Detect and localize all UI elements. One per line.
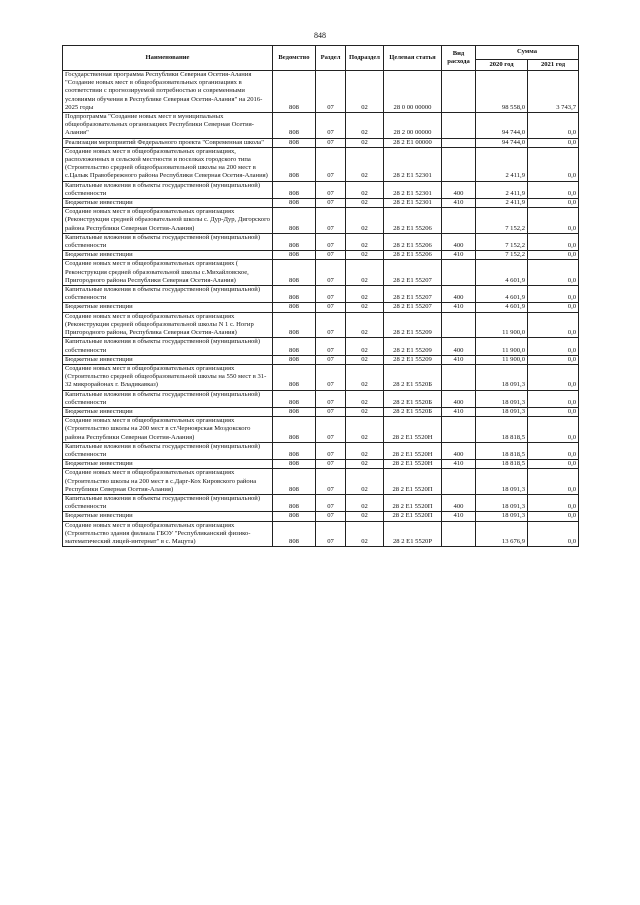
cell-sum-2021: 0,0 — [528, 442, 579, 459]
cell-dept: 808 — [273, 338, 316, 355]
cell-name: Создание новых мест в общеобразовательных организациях (Строительство школы на 200 мест в с.Дарг-Кох Кировского района Республики Северная Осетия-Алания) — [63, 469, 273, 495]
table-row — [63, 113, 579, 139]
cell-dept: 808 — [273, 390, 316, 407]
table-row — [63, 469, 579, 495]
table-row — [63, 312, 579, 338]
cell-dept: 808 — [273, 364, 316, 390]
cell-subsection: 02 — [346, 469, 384, 495]
cell-sum-2020: 18 818,5 — [476, 442, 528, 459]
cell-section: 07 — [316, 251, 346, 260]
cell-name: Капитальные вложения в объекты государственной (муниципальной) собственности — [63, 442, 273, 459]
cell-sum-2021: 0,0 — [528, 233, 579, 250]
cell-target: 28 2 E1 5520Н — [384, 442, 442, 459]
header-expense-type: Вид расхода — [442, 46, 476, 71]
cell-section: 07 — [316, 469, 346, 495]
cell-section: 07 — [316, 494, 346, 511]
cell-sum-2021: 0,0 — [528, 512, 579, 521]
cell-section: 07 — [316, 147, 346, 181]
cell-dept: 808 — [273, 138, 316, 147]
cell-section: 07 — [316, 417, 346, 443]
cell-expense-type — [442, 364, 476, 390]
table-row — [63, 460, 579, 469]
cell-dept: 808 — [273, 303, 316, 312]
cell-subsection: 02 — [346, 460, 384, 469]
cell-sum-2020: 4 601,9 — [476, 303, 528, 312]
cell-subsection: 02 — [346, 181, 384, 198]
cell-sum-2020: 18 091,3 — [476, 407, 528, 416]
cell-sum-2020: 18 091,3 — [476, 364, 528, 390]
cell-target: 28 2 E1 52301 — [384, 147, 442, 181]
cell-sum-2020: 11 900,0 — [476, 312, 528, 338]
cell-target: 28 2 E1 5520Р — [384, 521, 442, 547]
cell-subsection: 02 — [346, 251, 384, 260]
cell-expense-type — [442, 260, 476, 286]
cell-dept: 808 — [273, 312, 316, 338]
cell-dept: 808 — [273, 251, 316, 260]
cell-sum-2021: 0,0 — [528, 469, 579, 495]
cell-subsection: 02 — [346, 355, 384, 364]
cell-target: 28 2 E1 55206 — [384, 233, 442, 250]
cell-name: Создание новых мест в общеобразовательных организациях (Строительство здания филиала ГБОУ "Республиканский физико-математический лицей-интернат" в с. Мацута) — [63, 521, 273, 547]
cell-target: 28 2 E1 55209 — [384, 312, 442, 338]
cell-sum-2020: 2 411,9 — [476, 181, 528, 198]
cell-name: Реализация мероприятий Федерального проекта "Современная школа" — [63, 138, 273, 147]
cell-expense-type: 410 — [442, 199, 476, 208]
cell-dept: 808 — [273, 208, 316, 234]
cell-name: Бюджетные инвестиции — [63, 460, 273, 469]
cell-sum-2020: 11 900,0 — [476, 355, 528, 364]
table-row — [63, 303, 579, 312]
cell-expense-type: 410 — [442, 512, 476, 521]
cell-target: 28 0 00 00000 — [384, 71, 442, 113]
table-row — [63, 512, 579, 521]
cell-section: 07 — [316, 312, 346, 338]
cell-sum-2020: 2 411,9 — [476, 199, 528, 208]
cell-name: Бюджетные инвестиции — [63, 199, 273, 208]
cell-target: 28 2 E1 5520П — [384, 494, 442, 511]
cell-sum-2021: 0,0 — [528, 199, 579, 208]
header-section: Раздел — [316, 46, 346, 71]
cell-sum-2020: 4 601,9 — [476, 260, 528, 286]
cell-target: 28 2 00 00000 — [384, 113, 442, 139]
cell-sum-2020: 94 744,0 — [476, 138, 528, 147]
cell-subsection: 02 — [346, 71, 384, 113]
cell-target: 28 2 E1 5520Н — [384, 417, 442, 443]
cell-expense-type: 410 — [442, 251, 476, 260]
cell-subsection: 02 — [346, 364, 384, 390]
cell-section: 07 — [316, 460, 346, 469]
cell-dept: 808 — [273, 512, 316, 521]
cell-expense-type: 400 — [442, 494, 476, 511]
table-row — [63, 71, 579, 113]
cell-target: 28 2 E1 55206 — [384, 251, 442, 260]
cell-name: Бюджетные инвестиции — [63, 251, 273, 260]
cell-expense-type — [442, 521, 476, 547]
cell-subsection: 02 — [346, 138, 384, 147]
table-row — [63, 338, 579, 355]
cell-sum-2020: 94 744,0 — [476, 113, 528, 139]
cell-dept: 808 — [273, 260, 316, 286]
cell-target: 28 2 E1 55207 — [384, 260, 442, 286]
cell-name: Создание новых мест в общеобразовательных организациях (Строительство школы на 200 мест в ст.Черноярская Моздокского района Республики Северная Осетия-Алания) — [63, 417, 273, 443]
cell-sum-2021: 0,0 — [528, 390, 579, 407]
cell-expense-type — [442, 138, 476, 147]
table-row — [63, 390, 579, 407]
cell-sum-2021: 0,0 — [528, 147, 579, 181]
cell-sum-2020: 98 558,0 — [476, 71, 528, 113]
cell-section: 07 — [316, 71, 346, 113]
cell-dept: 808 — [273, 460, 316, 469]
cell-section: 07 — [316, 199, 346, 208]
cell-sum-2021: 0,0 — [528, 364, 579, 390]
table-row — [63, 251, 579, 260]
cell-name: Создание новых мест в общеобразовательных организациях (Реконструкция средней образовательной школы с. Дур-Дур, Дигорского района Республики Северная Осетия-Алания) — [63, 208, 273, 234]
cell-target: 28 2 E1 55209 — [384, 338, 442, 355]
cell-subsection: 02 — [346, 303, 384, 312]
header-sum: Сумма — [476, 46, 579, 60]
cell-sum-2021: 0,0 — [528, 338, 579, 355]
cell-subsection: 02 — [346, 521, 384, 547]
cell-subsection: 02 — [346, 338, 384, 355]
cell-sum-2021: 0,0 — [528, 494, 579, 511]
table-row — [63, 138, 579, 147]
header-target: Целевая статья — [384, 46, 442, 71]
cell-sum-2021: 0,0 — [528, 208, 579, 234]
cell-dept: 808 — [273, 147, 316, 181]
table-row — [63, 364, 579, 390]
cell-expense-type: 400 — [442, 338, 476, 355]
cell-expense-type — [442, 147, 476, 181]
cell-sum-2020: 18 091,3 — [476, 494, 528, 511]
table-row — [63, 407, 579, 416]
cell-section: 07 — [316, 338, 346, 355]
cell-sum-2021: 0,0 — [528, 251, 579, 260]
cell-target: 28 2 E1 55207 — [384, 286, 442, 303]
cell-section: 07 — [316, 303, 346, 312]
cell-dept: 808 — [273, 113, 316, 139]
cell-target: 28 2 E1 5520Б — [384, 407, 442, 416]
cell-dept: 808 — [273, 442, 316, 459]
cell-name: Создание новых мест в общеобразовательных организациях, расположенных в сельской местности и поселках городского типа (Строительство средней общеобразовательной школы на 200 мест в с.Цалык Правобережного района Республики Северная Осетия-Алания) — [63, 147, 273, 181]
cell-subsection: 02 — [346, 286, 384, 303]
cell-expense-type — [442, 469, 476, 495]
table-row — [63, 233, 579, 250]
cell-expense-type: 410 — [442, 460, 476, 469]
table-row — [63, 181, 579, 198]
cell-sum-2020: 7 152,2 — [476, 208, 528, 234]
cell-sum-2020: 2 411,9 — [476, 147, 528, 181]
cell-section: 07 — [316, 512, 346, 521]
page-number: 848 — [314, 31, 326, 40]
cell-dept: 808 — [273, 417, 316, 443]
table-row — [63, 355, 579, 364]
cell-target: 28 2 E1 5520Н — [384, 460, 442, 469]
cell-sum-2020: 18 818,5 — [476, 460, 528, 469]
cell-name: Подпрограмма "Создание новых мест в муниципальных общеобразовательных организациях Республики Северная Осетия-Алания" — [63, 113, 273, 139]
cell-sum-2020: 4 601,9 — [476, 286, 528, 303]
cell-section: 07 — [316, 260, 346, 286]
cell-expense-type: 400 — [442, 390, 476, 407]
cell-expense-type: 410 — [442, 355, 476, 364]
cell-name: Бюджетные инвестиции — [63, 407, 273, 416]
cell-sum-2021: 3 743,7 — [528, 71, 579, 113]
cell-section: 07 — [316, 233, 346, 250]
cell-expense-type — [442, 417, 476, 443]
cell-sum-2021: 0,0 — [528, 312, 579, 338]
cell-sum-2020: 18 091,3 — [476, 469, 528, 495]
cell-dept: 808 — [273, 199, 316, 208]
cell-target: 28 2 E1 5520П — [384, 512, 442, 521]
cell-target: 28 2 E1 52301 — [384, 181, 442, 198]
budget-table — [62, 45, 579, 547]
cell-name: Капитальные вложения в объекты государственной (муниципальной) собственности — [63, 286, 273, 303]
cell-dept: 808 — [273, 521, 316, 547]
cell-dept: 808 — [273, 407, 316, 416]
cell-name: Создание новых мест в общеобразовательных организациях (Реконструкция средней общеобразовательной школы N 1 с. Ногир Пригородного района, Республика Северная Осетия-Алания) — [63, 312, 273, 338]
cell-section: 07 — [316, 390, 346, 407]
cell-dept: 808 — [273, 494, 316, 511]
cell-sum-2020: 18 091,3 — [476, 512, 528, 521]
cell-expense-type: 400 — [442, 233, 476, 250]
cell-name: Бюджетные инвестиции — [63, 512, 273, 521]
cell-expense-type: 400 — [442, 442, 476, 459]
cell-subsection: 02 — [346, 208, 384, 234]
cell-target: 28 2 E1 5520Б — [384, 390, 442, 407]
cell-name: Капитальные вложения в объекты государственной (муниципальной) собственности — [63, 338, 273, 355]
cell-subsection: 02 — [346, 312, 384, 338]
cell-name: Капитальные вложения в объекты государственной (муниципальной) собственности — [63, 181, 273, 198]
cell-dept: 808 — [273, 355, 316, 364]
header-name: Наименование — [63, 46, 273, 71]
cell-expense-type — [442, 113, 476, 139]
table-row — [63, 417, 579, 443]
cell-sum-2020: 11 900,0 — [476, 338, 528, 355]
cell-name: Капитальные вложения в объекты государственной (муниципальной) собственности — [63, 390, 273, 407]
cell-sum-2021: 0,0 — [528, 355, 579, 364]
cell-subsection: 02 — [346, 113, 384, 139]
cell-name: Капитальные вложения в объекты государственной (муниципальной) собственности — [63, 494, 273, 511]
cell-subsection: 02 — [346, 407, 384, 416]
cell-target: 28 2 E1 55207 — [384, 303, 442, 312]
cell-name: Создание новых мест в общеобразовательных организациях (Строительство средней общеобразовательной школы на 550 мест в 31-32 микрорайонах г. Владикавказ) — [63, 364, 273, 390]
cell-expense-type: 410 — [442, 303, 476, 312]
cell-sum-2021: 0,0 — [528, 260, 579, 286]
cell-section: 07 — [316, 355, 346, 364]
cell-sum-2021: 0,0 — [528, 138, 579, 147]
cell-subsection: 02 — [346, 147, 384, 181]
cell-section: 07 — [316, 364, 346, 390]
cell-subsection: 02 — [346, 233, 384, 250]
cell-expense-type — [442, 208, 476, 234]
table-row — [63, 147, 579, 181]
cell-sum-2021: 0,0 — [528, 460, 579, 469]
table-row — [63, 286, 579, 303]
cell-sum-2020: 7 152,2 — [476, 233, 528, 250]
cell-name: Капитальные вложения в объекты государственной (муниципальной) собственности — [63, 233, 273, 250]
cell-sum-2021: 0,0 — [528, 181, 579, 198]
cell-target: 28 2 E1 5520Б — [384, 364, 442, 390]
cell-target: 28 2 E1 55206 — [384, 208, 442, 234]
cell-name: Создание новых мест в общеобразовательных организациях ( Реконструкция средней образовательной школы с.Михайловское, Пригородного района Республики Северная Осетия-Алания) — [63, 260, 273, 286]
cell-dept: 808 — [273, 286, 316, 303]
cell-target: 28 2 E1 00000 — [384, 138, 442, 147]
cell-target: 28 2 E1 5520П — [384, 469, 442, 495]
cell-sum-2021: 0,0 — [528, 113, 579, 139]
table-row — [63, 494, 579, 511]
cell-subsection: 02 — [346, 494, 384, 511]
cell-subsection: 02 — [346, 199, 384, 208]
cell-subsection: 02 — [346, 417, 384, 443]
cell-expense-type: 400 — [442, 286, 476, 303]
cell-section: 07 — [316, 442, 346, 459]
table-row — [63, 199, 579, 208]
cell-expense-type — [442, 312, 476, 338]
cell-subsection: 02 — [346, 390, 384, 407]
cell-expense-type — [442, 71, 476, 113]
table-row — [63, 208, 579, 234]
cell-name: Бюджетные инвестиции — [63, 303, 273, 312]
header-row — [63, 46, 579, 60]
table-body — [63, 71, 579, 547]
cell-dept: 808 — [273, 233, 316, 250]
header-year-2020: 2020 год — [476, 60, 528, 71]
table-row — [63, 442, 579, 459]
cell-dept: 808 — [273, 71, 316, 113]
cell-sum-2021: 0,0 — [528, 303, 579, 312]
cell-sum-2020: 18 818,5 — [476, 417, 528, 443]
cell-sum-2021: 0,0 — [528, 521, 579, 547]
cell-sum-2020: 7 152,2 — [476, 251, 528, 260]
cell-section: 07 — [316, 286, 346, 303]
cell-subsection: 02 — [346, 512, 384, 521]
cell-section: 07 — [316, 208, 346, 234]
cell-subsection: 02 — [346, 442, 384, 459]
cell-sum-2021: 0,0 — [528, 407, 579, 416]
cell-name: Государственная программа Республики Северная Осетия-Алания "Создание новых мест в общеобразовательных организациях в соответствии с прогнозируемой потребностью и современными условиями обучения в Республике Северная Осетия-Алания" на 2016-2025 годы — [63, 71, 273, 113]
cell-section: 07 — [316, 181, 346, 198]
cell-expense-type: 400 — [442, 181, 476, 198]
cell-sum-2021: 0,0 — [528, 417, 579, 443]
cell-dept: 808 — [273, 469, 316, 495]
cell-target: 28 2 E1 52301 — [384, 199, 442, 208]
cell-sum-2020: 13 676,9 — [476, 521, 528, 547]
cell-section: 07 — [316, 138, 346, 147]
header-dept: Ведомство — [273, 46, 316, 71]
cell-sum-2020: 18 091,3 — [476, 390, 528, 407]
header-year-2021: 2021 год — [528, 60, 579, 71]
cell-target: 28 2 E1 55209 — [384, 355, 442, 364]
header-subsection: Подраздел — [346, 46, 384, 71]
cell-section: 07 — [316, 113, 346, 139]
cell-subsection: 02 — [346, 260, 384, 286]
cell-sum-2021: 0,0 — [528, 286, 579, 303]
cell-dept: 808 — [273, 181, 316, 198]
cell-section: 07 — [316, 521, 346, 547]
table-row — [63, 260, 579, 286]
cell-expense-type: 410 — [442, 407, 476, 416]
cell-section: 07 — [316, 407, 346, 416]
table-row — [63, 521, 579, 547]
cell-name: Бюджетные инвестиции — [63, 355, 273, 364]
